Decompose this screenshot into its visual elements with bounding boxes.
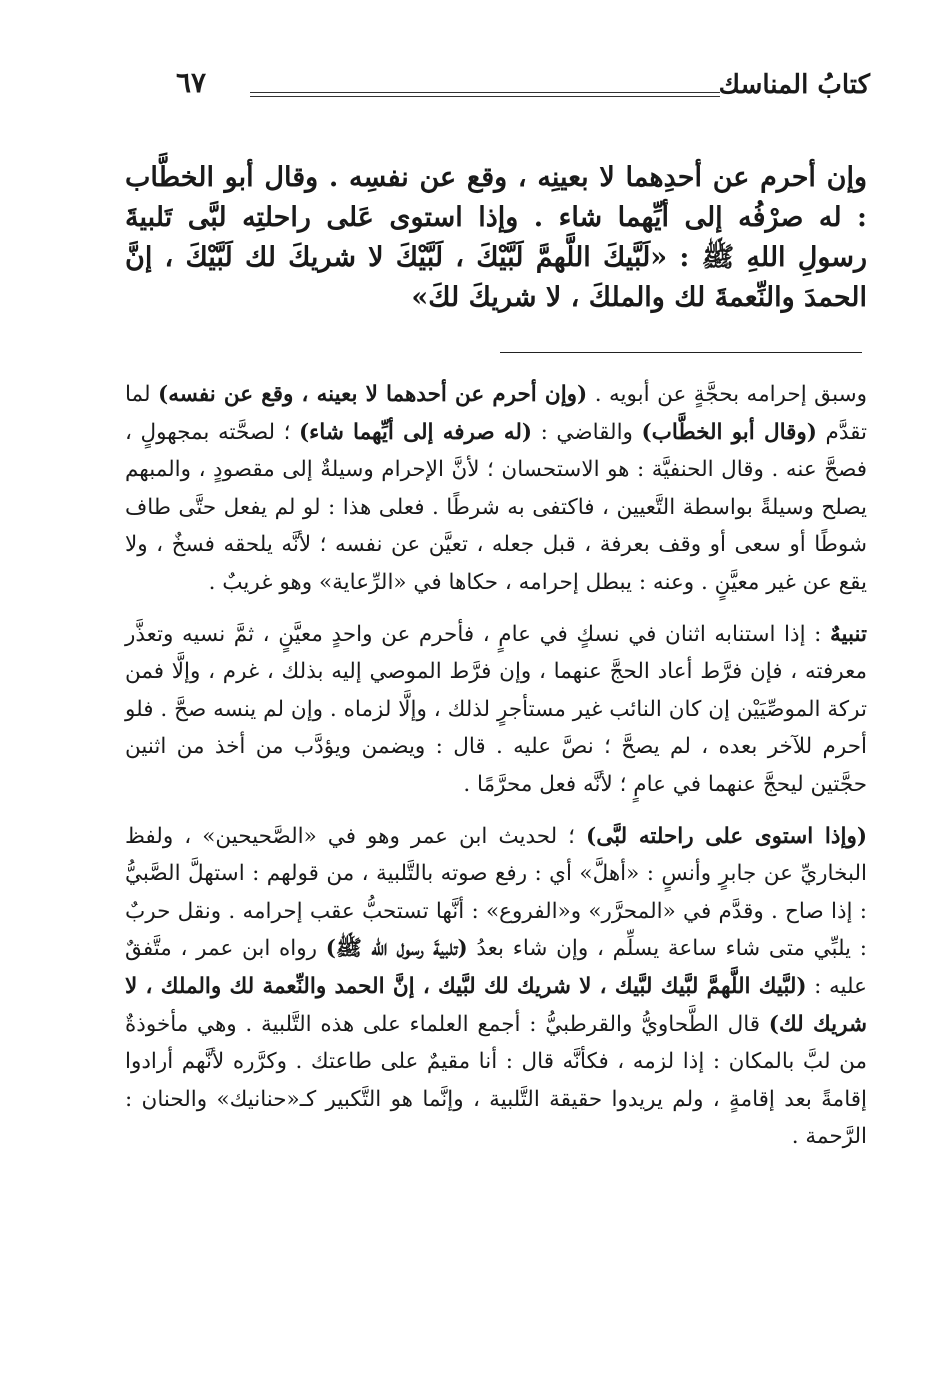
header-rule (250, 92, 720, 97)
page-number: ٦٧ (176, 66, 207, 99)
quoted-text: (وقال أبو الخطَّاب) (641, 419, 817, 445)
text-run: : إذا استنابه اثنان في نسكٍ في عامٍ ، فأحرم عن واحدٍ معيَّنٍ ، ثمَّ نسيه وتعذَّر معرفته ، فإن فرَّط أعاد الحجَّ عنهما ، وإن فرَّط الموصي إليه بذلك ، غرم ، وإلَّا فمن تركة الموصِّيَيْن إن كان النائب غير مستأجرٍ لذلك ، وإلَّا لزماه . وإن لم ينسه صحَّ . فلو أحرم للآخر بعده ، لم يصحَّ ؛ نصَّ عليه . قال : ويضمن ويؤدَّب من أخذ من اثنين حجَّتين ليحجَّ عنهما في عامٍ ؛ لأنَّه فعل محرَّمًا . (125, 621, 867, 797)
quoted-text: (لبَّيك اللَّهمَّ لبَّيك لبَّيك ، لا شريك لك لبَّيك ، إنَّ الحمد والنِّعمة لك والملك ، لا شريك لك) (125, 973, 867, 1037)
text-run: قال الطَّحاويُّ والقرطبيُّ : أجمع العلماء على هذه التَّلبية . وهي مأخوذةٌ من لبَّ بالمكان : إذا لزمه ، فكأنَّه قال : أنا مقيمٌ على طاعتك . وكرَّره لأنَّهم أرادوا إقامةً بعد إقامةٍ ، ولم يريدوا حقيقة التَّلبية ، وإنَّما هو التَّكبير كـ«حنانيك» والحنان : الرَّحمة . (125, 1011, 867, 1150)
footnote-divider (500, 352, 862, 353)
quoted-text: (له صرفه إلى أيِّهما شاء) (298, 419, 533, 445)
text-run: ؛ لصحَّته بمجهولٍ ، فصحَّ عنه . وقال الحنفيَّة : هو الاستحسان ؛ لأنَّ الإحرام وسيلةٌ إلى مقصودٍ ، والمبهم يصلح وسيلةً بواسطة التَّعيين ، فاكتفى به شرطًا . فعلى هذا : لو لم يفعل حتَّى طاف شوطًا أو سعى أو وقف بعرفة ، قبل جعله ، تعيَّن عن نفسه ؛ لأنَّه يلحقه فسخٌ ، ولا يقع عن غير معيَّنٍ . وعنه : يبطل إحرامه ، حكاها في «الرِّعاية» وهو غريبٌ . (125, 419, 867, 595)
text-run: والقاضي : (532, 419, 642, 445)
text-run: وسبق إحرامه بحجَّةٍ عن أبويه . (587, 382, 867, 407)
page-header (120, 62, 870, 112)
running-title: كتابُ المناسك (718, 70, 870, 100)
commentary-paragraph-2 (125, 616, 867, 804)
commentary (125, 376, 867, 1170)
commentary-paragraph-3 (125, 818, 867, 1156)
main-text (125, 158, 867, 318)
commentary-paragraph-1 (125, 376, 867, 602)
text-run: ؛ لحديث ابن عمر وهو في «الصَّحيحين» ، ولفظ البخاريِّ عن جابرٍ وأنسٍ : «أهلَّ» أي : رفع صوته بالتَّلبية ، من قولهم : استهلَّ الصَّبيُّ : إذا صاح . وقدَّم في «المحرَّر» و«الفروع» : أنَّها تستحبُّ عقب إحرامه . ونقل حربٌ : يلبِّي متى شاء ساعة يسلِّم ، وإن شاء بعدُ (125, 823, 867, 962)
main-text-paragraph: وإن أحرم عن أحدِهما لا بعينِه ، وقع عن نفسِه . وقال أبو الخطَّاب : له صرْفُه إلى أيِّهما شاء . وإذا استوى عَلى راحلتِه لبَّى تَلبيةَ رسولِ اللهِ ﷺ : «لَبَّيكَ اللَّهمَّ لَبَّيْكَ ، لَبَّيْكَ لا شريكَ لك لَبَّيْكَ ، إنَّ الحمدَ والنِّعمةَ لك والملكَ ، لا شريكَ لكَ» (125, 162, 867, 313)
text-run: رواه ابن عمر ، متَّفقٌ عليه : (125, 936, 867, 999)
quoted-text: (وإذا استوى على راحلته لبَّى) (586, 823, 867, 849)
text-run: لما تقدَّم (125, 382, 867, 445)
quoted-text: (وإن أحرم عن أحدهما لا بعينه ، وقع عن نفسه) (158, 382, 588, 407)
note-heading: تنبيهٌ (830, 621, 867, 647)
quoted-text: (تلبيةَ رسول الله ﷺ) (325, 936, 468, 962)
